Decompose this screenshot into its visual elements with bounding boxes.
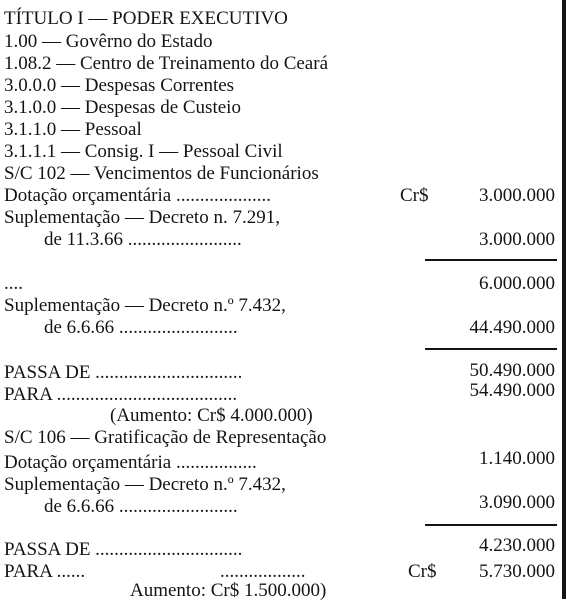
hierarchy-line-4: 3.1.0.0 — Despesas de Custeio xyxy=(4,97,241,118)
sc102-passa-de-value: 50.490.000 xyxy=(469,360,555,381)
sc102-dotacao-currency: Cr$ xyxy=(400,185,429,206)
sc102-subtotal-value: 6.000.000 xyxy=(479,273,555,294)
sc102-heading: S/C 102 — Vencimentos de Funcionários xyxy=(4,163,319,184)
sc106-dotacao-value: 1.140.000 xyxy=(479,448,555,469)
sc106-total-rule xyxy=(425,524,557,526)
sc102-dotacao-label: Dotação orçamentária .................... xyxy=(4,185,271,206)
sc106-para-label: PARA ...... xyxy=(4,561,86,582)
sc102-para-value: 54.490.000 xyxy=(469,380,555,401)
sc106-passa-de-value: 4.230.000 xyxy=(479,535,555,556)
sc102-passa-de-label: PASSA DE ............................... xyxy=(4,362,243,383)
hierarchy-line-1: 1.00 — Govêrno do Estado xyxy=(4,31,213,52)
sc102-sup1-value: 3.000.000 xyxy=(479,229,555,250)
sc106-sup-label-1: Suplementação — Decreto n.º 7.432, xyxy=(4,474,286,495)
sc102-subtotal-rule xyxy=(425,259,557,261)
sc102-sup2-value: 44.490.000 xyxy=(469,317,555,338)
sc106-aumento: Aumento: Cr$ 1.500.000) xyxy=(130,580,327,601)
sc106-passa-de-label: PASSA DE ............................... xyxy=(4,539,243,560)
sc102-para-label: PARA ...................................... xyxy=(4,384,238,405)
sc102-subtotal-dots: .... xyxy=(4,273,23,294)
hierarchy-line-5: 3.1.1.0 — Pessoal xyxy=(4,119,142,140)
sc106-dotacao-label: Dotação orçamentária ................. xyxy=(4,452,257,473)
sc106-heading: S/C 106 — Gratificação de Representação xyxy=(4,427,327,448)
sc106-sup-value: 3.090.000 xyxy=(479,492,555,513)
sc102-total-rule xyxy=(425,348,557,350)
sc106-sup-label-2: de 6.6.66 ......................... xyxy=(44,496,238,517)
sc106-para-dots: .................. xyxy=(220,561,306,582)
document-title: TÍTULO I — PODER EXECUTIVO xyxy=(4,8,288,29)
hierarchy-line-3: 3.0.0.0 — Despesas Correntes xyxy=(4,75,235,96)
sc106-para-currency: Cr$ xyxy=(408,561,437,582)
hierarchy-line-6: 3.1.1.1 — Consig. I — Pessoal Civil xyxy=(4,141,283,162)
sc102-sup1-label-2: de 11.3.66 ........................ xyxy=(44,229,242,250)
sc106-para-value: 5.730.000 xyxy=(479,561,555,582)
sc102-aumento: (Aumento: Cr$ 4.000.000) xyxy=(110,405,313,426)
sc102-dotacao-value: 3.000.000 xyxy=(479,185,555,206)
page-edge-line xyxy=(562,0,566,599)
sc102-sup1-label-1: Suplementação — Decreto n. 7.291, xyxy=(4,207,280,228)
sc102-sup2-label-2: de 6.6.66 ......................... xyxy=(44,317,238,338)
hierarchy-line-2: 1.08.2 — Centro de Treinamento do Ceará xyxy=(4,53,329,74)
sc102-sup2-label-1: Suplementação — Decreto n.º 7.432, xyxy=(4,295,286,316)
